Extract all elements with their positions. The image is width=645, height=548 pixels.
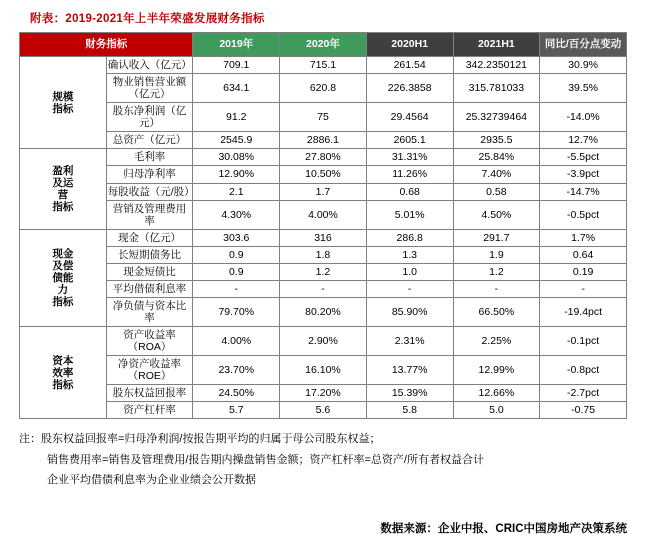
row-group-label: 资本 效率 指标 (20, 327, 107, 419)
cell-2021h1: 5.0 (453, 402, 540, 419)
cell-2019: 0.9 (193, 263, 280, 280)
table-row (20, 385, 627, 402)
cell-metric-name: 每股收益（元/股） (106, 183, 193, 200)
table-header (20, 33, 627, 57)
cell-2021h1: 2.25% (453, 327, 540, 356)
table-header-row (20, 33, 627, 57)
cell-2019: 2.1 (193, 183, 280, 200)
cell-2019: 5.7 (193, 402, 280, 419)
table-row (20, 246, 627, 263)
table-row (20, 263, 627, 280)
cell-change: -5.5pct (540, 149, 627, 166)
cell-2021h1: 25.84% (453, 149, 540, 166)
cell-2020h1: 1.0 (366, 263, 453, 280)
cell-2020: 10.50% (280, 166, 367, 183)
cell-2020: 80.20% (280, 297, 367, 326)
col-header-2020: 2020年 (280, 33, 367, 57)
cell-2020: 316 (280, 229, 367, 246)
cell-change: -3.9pct (540, 166, 627, 183)
cell-2020h1: 226.3858 (366, 74, 453, 103)
cell-metric-name: 长短期债务比 (106, 246, 193, 263)
cell-2021h1: 291.7 (453, 229, 540, 246)
cell-2020: 4.00% (280, 200, 367, 229)
cell-2020h1: 2.31% (366, 327, 453, 356)
table-row (20, 297, 627, 326)
cell-2021h1: 0.58 (453, 183, 540, 200)
cell-metric-name: 资产杠杆率 (106, 402, 193, 419)
cell-2020: 75 (280, 103, 367, 132)
cell-2020: 1.7 (280, 183, 367, 200)
col-header-2020h1: 2020H1 (366, 33, 453, 57)
table-row (20, 402, 627, 419)
cell-metric-name: 资产收益率（ROA） (106, 327, 193, 356)
cell-2020h1: 85.90% (366, 297, 453, 326)
cell-2020h1: 15.39% (366, 385, 453, 402)
cell-change: - (540, 280, 627, 297)
cell-2020: 1.2 (280, 263, 367, 280)
cell-2021h1: 4.50% (453, 200, 540, 229)
cell-metric-name: 确认收入（亿元） (106, 57, 193, 74)
cell-2020h1: 29.4564 (366, 103, 453, 132)
cell-2020: 1.8 (280, 246, 367, 263)
cell-change: 39.5% (540, 74, 627, 103)
financial-indicators-table (19, 32, 627, 419)
cell-2021h1: - (453, 280, 540, 297)
cell-2020: 2886.1 (280, 132, 367, 149)
cell-2020h1: 2605.1 (366, 132, 453, 149)
cell-2020: - (280, 280, 367, 297)
cell-2020: 2.90% (280, 327, 367, 356)
cell-2021h1: 2935.5 (453, 132, 540, 149)
cell-2021h1: 1.2 (453, 263, 540, 280)
cell-2021h1: 12.99% (453, 356, 540, 385)
notes-block (19, 429, 635, 490)
col-header-change: 同比/百分点变动 (540, 33, 627, 57)
cell-change: 30.9% (540, 57, 627, 74)
cell-2021h1: 1.9 (453, 246, 540, 263)
cell-2019: 709.1 (193, 57, 280, 74)
cell-2020: 715.1 (280, 57, 367, 74)
cell-2019: 4.00% (193, 327, 280, 356)
cell-2021h1: 12.66% (453, 385, 540, 402)
cell-2021h1: 342.2350121 (453, 57, 540, 74)
note-line-1: 注：股东权益回报率=归母净利润/按报告期平均的归属于母公司股东权益； (19, 433, 381, 446)
cell-change: 12.7% (540, 132, 627, 149)
table-row (20, 327, 627, 356)
cell-change: -19.4pct (540, 297, 627, 326)
cell-2019: 79.70% (193, 297, 280, 326)
row-group-label: 现金 及偿 债能 力 指标 (20, 229, 107, 326)
row-group-label: 盈利 及运 营 指标 (20, 149, 107, 229)
cell-2020: 5.6 (280, 402, 367, 419)
cell-2020: 620.8 (280, 74, 367, 103)
table-row (20, 356, 627, 385)
cell-2021h1: 315.781033 (453, 74, 540, 103)
cell-2020: 16.10% (280, 356, 367, 385)
cell-2020h1: 261.54 (366, 57, 453, 74)
cell-2020h1: 1.3 (366, 246, 453, 263)
source-note: 数据来源：企业中报、CRIC中国房地产决策系统 (380, 523, 627, 535)
cell-metric-name: 现金短债比 (106, 263, 193, 280)
cell-2019: 634.1 (193, 74, 280, 103)
cell-change: 0.19 (540, 263, 627, 280)
col-header-2021h1: 2021H1 (453, 33, 540, 57)
cell-change: -14.7% (540, 183, 627, 200)
cell-metric-name: 股东权益回报率 (106, 385, 193, 402)
cell-2019: 23.70% (193, 356, 280, 385)
note-line-2: 销售费用率=销售及管理费用/报告期内操盘销售金额；资产杠杆率=总资产/所有者权益合计 (47, 453, 484, 466)
table-row (20, 183, 627, 200)
cell-change: -0.8pct (540, 356, 627, 385)
note-line-3: 企业平均借债利息率为企业业绩会公开数据 (47, 474, 256, 487)
cell-2020h1: 13.77% (366, 356, 453, 385)
cell-2019: 2545.9 (193, 132, 280, 149)
cell-2020h1: 11.26% (366, 166, 453, 183)
table-row (20, 166, 627, 183)
cell-2020: 17.20% (280, 385, 367, 402)
row-group-label: 规模 指标 (20, 57, 107, 149)
table-row (20, 74, 627, 103)
cell-2020h1: 5.01% (366, 200, 453, 229)
cell-2020h1: 31.31% (366, 149, 453, 166)
table-row (20, 103, 627, 132)
cell-metric-name: 现金（亿元） (106, 229, 193, 246)
cell-2021h1: 7.40% (453, 166, 540, 183)
cell-2021h1: 25.32739464 (453, 103, 540, 132)
cell-2020: 27.80% (280, 149, 367, 166)
table-row (20, 57, 627, 74)
cell-metric-name: 营销及管理费用率 (106, 200, 193, 229)
cell-2020h1: - (366, 280, 453, 297)
cell-change: -0.75 (540, 402, 627, 419)
col-header-2019: 2019年 (193, 33, 280, 57)
cell-metric-name: 股东净利润（亿元） (106, 103, 193, 132)
cell-2019: 303.6 (193, 229, 280, 246)
cell-2020h1: 5.8 (366, 402, 453, 419)
cell-metric-name: 净负债与资本比率 (106, 297, 193, 326)
cell-2019: 91.2 (193, 103, 280, 132)
cell-metric-name: 净资产收益率（ROE） (106, 356, 193, 385)
cell-change: -0.1pct (540, 327, 627, 356)
cell-2019: 12.90% (193, 166, 280, 183)
table-row (20, 132, 627, 149)
cell-2020h1: 0.68 (366, 183, 453, 200)
cell-2019: 24.50% (193, 385, 280, 402)
cell-2019: 0.9 (193, 246, 280, 263)
cell-change: -14.0% (540, 103, 627, 132)
cell-2021h1: 66.50% (453, 297, 540, 326)
cell-metric-name: 物业销售营业额 （亿元） (106, 74, 193, 103)
cell-metric-name: 平均借债利息率 (106, 280, 193, 297)
col-header-metric: 财务指标 (20, 33, 193, 57)
table-row (20, 280, 627, 297)
table-body (20, 57, 627, 419)
cell-change: 0.64 (540, 246, 627, 263)
page-title: 附表：2019-2021年上半年荣盛发展财务指标 (30, 13, 265, 25)
cell-2020h1: 286.8 (366, 229, 453, 246)
cell-change: -0.5pct (540, 200, 627, 229)
table-row (20, 229, 627, 246)
cell-metric-name: 总资产（亿元） (106, 132, 193, 149)
cell-2019: - (193, 280, 280, 297)
cell-2019: 4.30% (193, 200, 280, 229)
cell-metric-name: 归母净利率 (106, 166, 193, 183)
cell-change: -2.7pct (540, 385, 627, 402)
table-row (20, 200, 627, 229)
table-row (20, 149, 627, 166)
cell-2019: 30.08% (193, 149, 280, 166)
cell-change: 1.7% (540, 229, 627, 246)
cell-metric-name: 毛利率 (106, 149, 193, 166)
